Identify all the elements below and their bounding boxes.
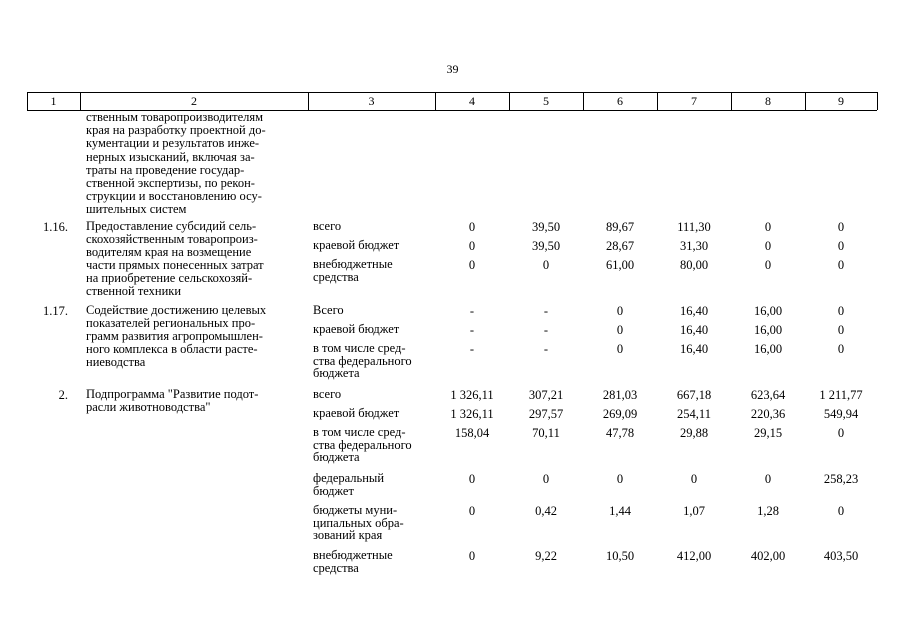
value-cell: 254,11 bbox=[677, 407, 711, 421]
funding-source-line: краевой бюджет bbox=[313, 406, 400, 420]
funding-source-line: Всего bbox=[313, 303, 344, 317]
header-cell-8: 8 bbox=[765, 94, 771, 108]
value-cell: 0 bbox=[837, 304, 845, 318]
value-cell: 1 326,11 bbox=[450, 407, 494, 421]
value-cell: 0 bbox=[468, 549, 476, 563]
value-cell: 0 bbox=[690, 472, 698, 486]
funding-source-line: ства федерального bbox=[313, 353, 412, 368]
row-name-line: ного комплекса в области расте- bbox=[86, 341, 258, 356]
funding-source-line: бюджета bbox=[313, 450, 360, 464]
header-cell-9: 9 bbox=[838, 94, 844, 108]
value-cell: 47,78 bbox=[605, 426, 635, 440]
value-cell: 0 bbox=[542, 258, 550, 272]
funding-source-line: бюджет bbox=[313, 483, 354, 498]
row-name-line: Содействие достижению целевых bbox=[86, 303, 267, 317]
value-cell: 39,50 bbox=[531, 239, 561, 253]
value-cell: - bbox=[469, 342, 475, 356]
continuation-text-line: кументации и результатов инже- bbox=[86, 136, 260, 151]
row-name-line: на приобретение сельскохозяй- bbox=[86, 270, 253, 285]
value-cell: 31,30 bbox=[679, 239, 709, 253]
continuation-text-line: струкции и восстановлению осу- bbox=[86, 189, 262, 204]
funding-source-line: краевой бюджет bbox=[313, 322, 400, 336]
value-cell: 0 bbox=[616, 342, 624, 356]
value-cell: 29,15 bbox=[753, 426, 783, 440]
value-cell: 0 bbox=[837, 239, 845, 253]
value-cell: 0 bbox=[542, 472, 550, 486]
value-cell: 16,40 bbox=[679, 323, 709, 337]
row-index: 2. bbox=[58, 388, 68, 402]
row-name-line: ниеводства bbox=[86, 354, 146, 369]
value-cell: - bbox=[543, 323, 549, 337]
value-cell: 0 bbox=[764, 472, 772, 486]
value-cell: 1 211,77 bbox=[819, 388, 863, 402]
value-cell: 0 bbox=[616, 323, 624, 337]
value-cell: 0 bbox=[837, 504, 845, 518]
header-divider bbox=[877, 92, 878, 110]
funding-source-line: зований края bbox=[313, 528, 383, 542]
row-name-line: расли животноводства" bbox=[86, 399, 211, 414]
value-cell: - bbox=[469, 323, 475, 337]
value-cell: 0 bbox=[616, 472, 624, 486]
value-cell: 16,40 bbox=[679, 342, 709, 356]
value-cell: 39,50 bbox=[531, 220, 561, 234]
row-name-line: части прямых понесенных затрат bbox=[86, 257, 264, 272]
continuation-text-line: края на разработку проектной до- bbox=[86, 123, 266, 138]
value-cell: 0 bbox=[837, 258, 845, 272]
value-cell: - bbox=[469, 304, 475, 318]
value-cell: 0 bbox=[764, 220, 772, 234]
value-cell: 16,00 bbox=[753, 323, 783, 337]
value-cell: 16,40 bbox=[679, 304, 709, 318]
value-cell: 9,22 bbox=[535, 549, 557, 563]
value-cell: 0,42 bbox=[535, 504, 557, 518]
value-cell: 297,57 bbox=[528, 407, 564, 421]
value-cell: 70,11 bbox=[532, 426, 560, 440]
header-cell-4: 4 bbox=[469, 94, 475, 108]
value-cell: 0 bbox=[616, 304, 624, 318]
funding-source-line: средства bbox=[313, 560, 359, 575]
value-cell: 667,18 bbox=[676, 388, 712, 402]
value-cell: 80,00 bbox=[679, 258, 709, 272]
funding-source-line: федеральный bbox=[313, 471, 385, 485]
value-cell: 0 bbox=[468, 220, 476, 234]
value-cell: 0 bbox=[468, 472, 476, 486]
page-number: 39 bbox=[446, 62, 459, 76]
value-cell: 623,64 bbox=[750, 388, 786, 402]
value-cell: 403,50 bbox=[823, 549, 859, 563]
value-cell: 111,30 bbox=[677, 220, 711, 234]
row-name-line: Предоставление субсидий сель- bbox=[86, 219, 257, 233]
value-cell: 220,36 bbox=[750, 407, 786, 421]
value-cell: 10,50 bbox=[605, 549, 635, 563]
funding-source-line: внебюджетные bbox=[313, 257, 393, 271]
header-cell-3: 3 bbox=[368, 94, 375, 108]
value-cell: 258,23 bbox=[823, 472, 859, 486]
value-cell: 0 bbox=[468, 239, 476, 253]
value-cell: 1 326,11 bbox=[450, 388, 494, 402]
funding-source-line: краевой бюджет bbox=[313, 238, 400, 252]
value-cell: 549,94 bbox=[823, 407, 859, 421]
continuation-text-line: ственным товаропроизводителям bbox=[86, 110, 264, 124]
value-cell: 412,00 bbox=[676, 549, 712, 563]
value-cell: 0 bbox=[837, 342, 845, 356]
funding-source-line: внебюджетные bbox=[313, 548, 393, 562]
value-cell: 16,00 bbox=[753, 342, 783, 356]
funding-source-line: всего bbox=[313, 387, 342, 401]
header-cell-7: 7 bbox=[691, 94, 697, 108]
row-name-line: водителям края на возмещение bbox=[86, 244, 252, 259]
value-cell: 28,67 bbox=[605, 239, 635, 253]
value-cell: 29,88 bbox=[679, 426, 709, 440]
value-cell: 402,00 bbox=[750, 549, 786, 563]
value-cell: 1,07 bbox=[683, 504, 705, 518]
header-cell-1: 1 bbox=[50, 94, 57, 108]
value-cell: 16,00 bbox=[753, 304, 783, 318]
value-cell: 0 bbox=[837, 426, 845, 440]
row-index: 1.17. bbox=[43, 304, 68, 318]
value-cell: 0 bbox=[764, 239, 772, 253]
funding-source-line: всего bbox=[313, 219, 342, 233]
value-cell: 0 bbox=[764, 258, 772, 272]
row-name-line: ственной техники bbox=[86, 283, 182, 298]
continuation-text-line: нерных изысканий, включая за- bbox=[86, 149, 255, 164]
row-name-line: грамм развития агропромышлен- bbox=[86, 328, 263, 343]
value-cell: 1,44 bbox=[609, 504, 631, 518]
row-name-line: показателей региональных про- bbox=[86, 315, 256, 330]
funding-source-line: бюджеты муни- bbox=[313, 503, 398, 517]
value-cell: 89,67 bbox=[605, 220, 635, 234]
header-cell-2: 2 bbox=[191, 94, 197, 108]
row-name-line: Подпрограмма "Развитие подот- bbox=[86, 387, 259, 401]
header-cell-5: 5 bbox=[543, 94, 549, 108]
value-cell: 307,21 bbox=[528, 388, 564, 402]
value-cell: 0 bbox=[468, 504, 476, 518]
funding-source-line: бюджета bbox=[313, 366, 360, 380]
value-cell: 1,28 bbox=[757, 504, 779, 518]
value-cell: - bbox=[543, 342, 549, 356]
funding-source-line: в том числе сред- bbox=[313, 425, 406, 439]
funding-source-line: ства федерального bbox=[313, 437, 412, 452]
funding-source-line: ципальных обра- bbox=[313, 515, 404, 530]
value-cell: 269,09 bbox=[602, 407, 638, 421]
value-cell: 0 bbox=[837, 220, 845, 234]
continuation-text-line: шительных систем bbox=[86, 202, 187, 217]
row-name-line: скохозяйственным товаропроиз- bbox=[86, 231, 258, 246]
value-cell: 0 bbox=[468, 258, 476, 272]
value-cell: - bbox=[543, 304, 549, 318]
funding-source-line: в том числе сред- bbox=[313, 341, 406, 355]
value-cell: 61,00 bbox=[605, 258, 635, 272]
continuation-text-line: траты на проведение государ- bbox=[86, 162, 245, 177]
value-cell: 158,04 bbox=[454, 426, 490, 440]
row-index: 1.16. bbox=[43, 220, 68, 234]
value-cell: 0 bbox=[837, 323, 845, 337]
funding-source-line: средства bbox=[313, 269, 359, 284]
value-cell: 281,03 bbox=[602, 388, 638, 402]
header-cell-6: 6 bbox=[617, 94, 623, 108]
continuation-text-line: ственной экспертизы, по рекон- bbox=[86, 176, 255, 190]
